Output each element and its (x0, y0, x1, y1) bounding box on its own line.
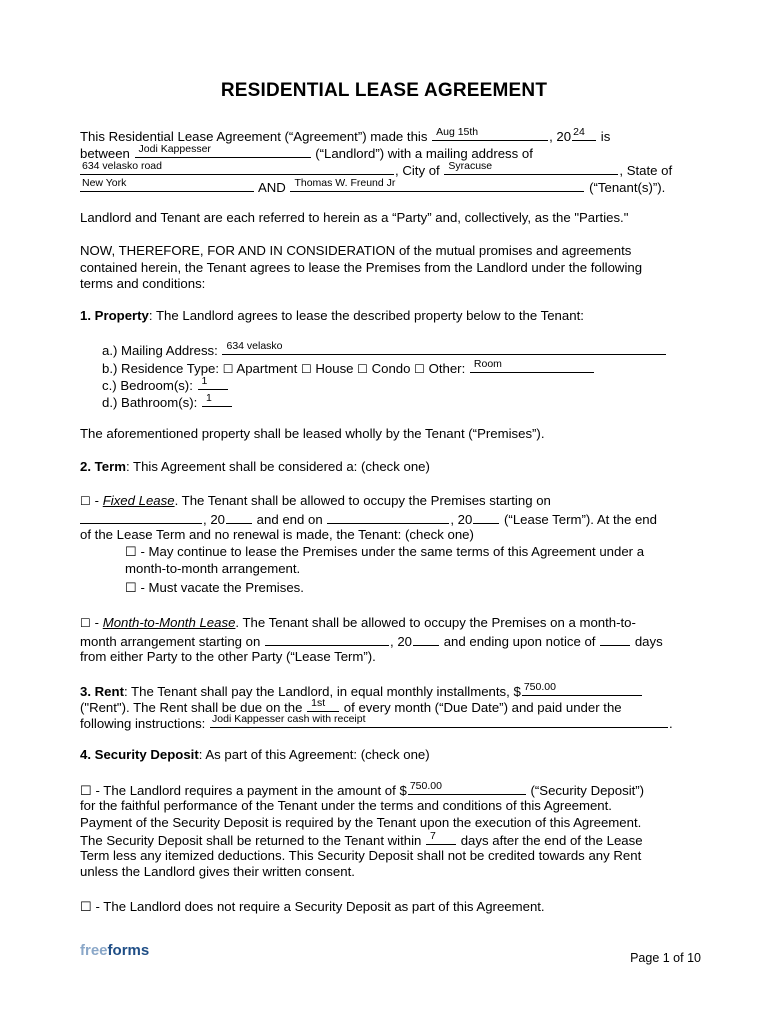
renewal-option-vacate[interactable]: ☐ - Must vacate the Premises. (125, 580, 304, 595)
deposit-amount-field[interactable]: 750.00 (408, 781, 526, 795)
deposit-not-required-option[interactable]: ☐ - The Landlord does not require a Security Deposit as part of this Agreement. (80, 899, 545, 914)
deposit-heading: 4. Security Deposit: As part of this Agreement: (check one) (80, 747, 430, 762)
freeforms-logo: freeforms (80, 942, 150, 959)
term-heading: 2. Term: This Agreement shall be considered a: (check one) (80, 459, 430, 474)
deposit-return-days-field[interactable]: 7 (426, 831, 456, 845)
intro-line-1: This Residential Lease Agreement (“Agreement”) made this Aug 15th , 20 24 is (80, 126, 611, 144)
deposit-line-3: Payment of the Security Deposit is required by the Tenant upon the execution of this Agreement. (80, 815, 642, 830)
rent-heading: 3. Rent: The Tenant shall pay the Landlord, in equal monthly installments, $ 750.00 (80, 682, 643, 700)
mailing-address-field[interactable]: 634 velasko (222, 341, 666, 355)
page-number: Page 1 of 10 (630, 951, 701, 965)
rent-line-2: ("Rent"). The Rent shall be due on the 1st of every month (“Due Date”) and paid under the (80, 697, 622, 715)
premises-text: The aforementioned property shall be leased wholly by the Tenant (“Premises”). (80, 426, 545, 441)
residence-type-row: b.) Residence Type: ☐ Apartment ☐ House ☐ Condo ☐ Other: Room (102, 359, 595, 377)
bathrooms-row: d.) Bathroom(s): 1 (102, 393, 233, 411)
mtm-start-year-field[interactable] (413, 632, 439, 646)
bedrooms-row: c.) Bedroom(s): 1 (102, 376, 229, 394)
month-to-month-checkbox[interactable]: ☐ - (80, 616, 103, 630)
month-to-month-dates-row: month arrangement starting on , 20 and ending upon notice of days (80, 634, 663, 649)
fixed-end-date-field[interactable] (327, 510, 449, 524)
renewal-option-continue[interactable]: ☐ - May continue to lease the Premises under the same terms of this Agreement under a (125, 544, 645, 559)
property-heading: 1. Property: The Landlord agrees to lease the described property below to the Tenant: (80, 308, 584, 323)
landlord-address-field[interactable]: 634 velasko road (80, 161, 394, 175)
notice-days-field[interactable] (600, 632, 630, 646)
fixed-end-year-field[interactable] (473, 510, 499, 524)
agreement-date-field[interactable]: Aug 15th (432, 127, 548, 141)
city-field[interactable]: Syracuse (444, 161, 618, 175)
bedrooms-field[interactable]: 1 (198, 376, 228, 390)
rent-due-day-field[interactable]: 1st (307, 698, 339, 712)
rent-instructions-field[interactable]: Jodi Kappesser cash with receipt (210, 714, 668, 728)
deposit-line-6: unless the Landlord gives their written consent. (80, 864, 355, 879)
deposit-line-2: for the faithful performance of the Tenant under the terms and conditions of this Agreement. (80, 798, 612, 813)
agreement-year-field[interactable]: 24 (572, 127, 596, 141)
house-checkbox[interactable]: ☐ (300, 362, 312, 376)
renewal-option-continue-line-2: month-to-month arrangement. (125, 561, 301, 576)
condo-checkbox[interactable]: ☐ (357, 362, 368, 376)
now-therefore-line-1: NOW, THEREFORE, FOR AND IN CONSIDERATION of the mutual promises and agreements (80, 243, 632, 258)
deposit-line-4: The Security Deposit shall be returned to the Tenant within 7 days after the end of the Lease (80, 830, 643, 848)
bathrooms-field[interactable]: 1 (202, 393, 232, 407)
mailing-address-row: a.) Mailing Address: 634 velasko (102, 341, 667, 359)
fixed-lease-checkbox[interactable]: ☐ - (80, 494, 103, 508)
now-therefore-line-2: contained herein, the Tenant agrees to lease the Premises from the Landlord under the following (80, 260, 643, 275)
other-checkbox[interactable]: ☐ (414, 362, 425, 376)
intro-line-4: New York AND Thomas W. Freund Jr (“Tenant(s)”). (82, 177, 666, 195)
document-title: RESIDENTIAL LEASE AGREEMENT (220, 80, 548, 101)
fixed-start-year-field[interactable] (226, 510, 252, 524)
other-residence-field[interactable]: Room (470, 359, 594, 373)
deposit-line-5: Term less any itemized deductions. This Security Deposit shall not be credited towards any Rent (80, 848, 642, 863)
rent-amount-field[interactable]: 750.00 (522, 682, 642, 696)
deposit-required-option[interactable]: ☐ - The Landlord requires a payment in the amount of $ (80, 783, 407, 798)
fixed-lease-dates-row: , 20 and end on , 20 (“Lease Term”). At the end (80, 510, 657, 528)
now-therefore-line-3: terms and conditions: (80, 276, 206, 291)
landlord-name-field[interactable]: Jodi Kappesser (135, 144, 311, 158)
month-to-month-line-3: from either Party to the other Party (“Lease Term”). (80, 649, 376, 664)
rent-line-3: following instructions: Jodi Kappesser cash with receipt . (80, 713, 673, 731)
apartment-checkbox[interactable]: ☐ (222, 362, 234, 376)
tenant-name-field[interactable]: Thomas W. Freund Jr (290, 178, 584, 192)
month-to-month-row: ☐ - Month-to-Month Lease. The Tenant shall be allowed to occupy the Premises on a month-to- (80, 615, 636, 630)
intro-line-3: 634 velasko road , City of Syracuse , State of (82, 160, 673, 178)
fixed-lease-row: ☐ - Fixed Lease. The Tenant shall be allowed to occupy the Premises starting on (80, 493, 551, 508)
fixed-lease-line-3: of the Lease Term and no renewal is made, the Tenant: (check one) (80, 527, 474, 542)
state-field[interactable]: New York (80, 178, 254, 192)
mtm-start-date-field[interactable] (265, 632, 389, 646)
parties-text: Landlord and Tenant are each referred to herein as a “Party” and, collectively, as the "Parties." (80, 210, 629, 225)
deposit-required-row: ☐ - The Landlord requires a payment in the amount of $ 750.00 (“Security Deposit”) (80, 780, 645, 798)
fixed-start-date-field[interactable] (80, 510, 202, 524)
intro-line-2: between Jodi Kappesser (“Landlord”) with a mailing address of (80, 143, 533, 161)
